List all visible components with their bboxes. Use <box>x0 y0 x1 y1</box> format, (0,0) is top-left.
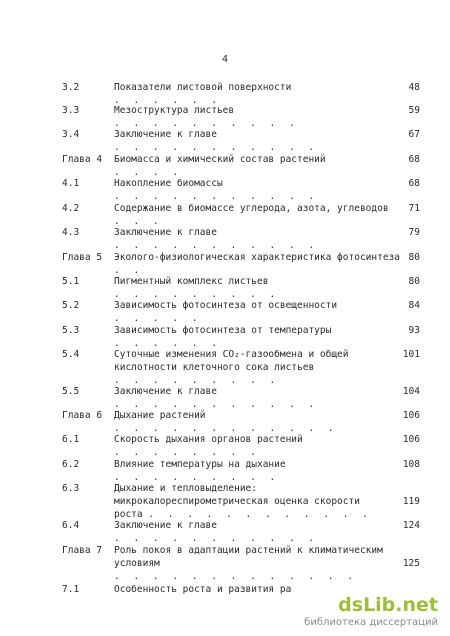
entry-title: Показатели листовой поверхности . . . . . . <box>114 82 292 106</box>
entry-title: Заключение к главе . . . . . . . . . . . <box>114 129 319 153</box>
entry-number: 7.1 <box>62 584 80 595</box>
leader-dots: . . . . . . . . . <box>114 289 280 300</box>
entry-title: Дыхание и тепловыделение: микрокалореспирометрическая оценка скорости роста . . . . . . . . . . . . <box>114 483 372 520</box>
chapter-number: Глава 4 <box>62 154 103 165</box>
entry-number: 3.3 <box>62 105 80 116</box>
leader-dots: . . . . . . . . . . . . . <box>114 571 357 582</box>
chapter-number: Глава 6 <box>62 410 103 421</box>
entry-page: 71 <box>408 203 420 214</box>
leader-dots: . . . . . . . . . . . <box>114 399 319 410</box>
chapter-title: Эколого-физиологическая характеристика фотосинтеза . . <box>114 252 400 276</box>
entry-number: 5.1 <box>62 276 80 287</box>
entry-page: 104 <box>402 386 420 397</box>
entry-number: 5.4 <box>62 349 80 360</box>
chapter-title: Дыхание растений . . . . . . . . . . . . <box>114 410 338 434</box>
entry-number: 5.2 <box>62 300 80 311</box>
entry-page: 59 <box>408 105 420 116</box>
entry-page: 108 <box>402 459 420 470</box>
entry-page: 124 <box>402 520 420 531</box>
entry-page: 48 <box>408 82 420 93</box>
entry-title: Мезоструктура листьев . . . . . . . . . . <box>114 105 299 129</box>
leader-dots: . . . . . . . . . . . <box>114 142 319 153</box>
entry-title: Пигментный комплекс листьев . . . . . . . . . <box>114 276 280 300</box>
entry-number: 4.1 <box>62 178 80 189</box>
leader-dots: . . . . . <box>114 313 202 324</box>
entry-title: Заключение к главе . . . . . . . . . . . <box>114 386 319 410</box>
entry-number: 4.3 <box>62 227 80 238</box>
leader-dots: . . . . . . <box>114 95 221 106</box>
leader-dots: . . . . . . . . . . . . <box>114 423 338 434</box>
leader-dots: . . . . . . . . . <box>114 375 280 386</box>
leader-dots: . . . . . . <box>114 338 221 349</box>
watermark-subtitle: библиотека диссертаций <box>304 617 438 628</box>
leader-dots: . . . . . . . . . . . <box>114 240 319 251</box>
entry-page: 119 <box>402 496 420 507</box>
entry-number: 4.2 <box>62 203 80 214</box>
leader-dots: . . . . . . . . . . . . <box>148 509 372 520</box>
chapter-title: Биомасса и химический состав растений . . . . <box>114 154 326 178</box>
entry-title: Зависимость фотосинтеза от температуры . . . . . . <box>114 325 332 349</box>
chapter-title: Роль покоя в адаптации растений к климатическим условиям . . . . . . . . . . . . . <box>114 545 383 582</box>
leader-dots: . . . . . . . . . . . <box>114 191 319 202</box>
entry-page: 125 <box>402 558 420 569</box>
leader-dots: . . . . <box>114 167 183 178</box>
leader-dots: . . . . . . . . . . . <box>114 533 319 544</box>
leader-dots: . . <box>114 265 144 276</box>
entry-number: 3.2 <box>62 82 80 93</box>
entry-title: Заключение к главе . . . . . . . . . . . <box>114 227 319 251</box>
entry-number: 5.5 <box>62 386 80 397</box>
watermark <box>288 594 438 630</box>
entry-number: 6.1 <box>62 434 80 445</box>
entry-page: 68 <box>408 178 420 189</box>
chapter-number: Глава 7 <box>62 545 103 556</box>
leader-dots: . . . <box>114 216 163 227</box>
entry-page: 106 <box>402 434 420 445</box>
entry-number: 3.4 <box>62 129 80 140</box>
entry-page: 80 <box>408 276 420 287</box>
entry-title: Накопление биомассы . . . . . . . . . . . <box>114 178 319 202</box>
entry-page: 101 <box>402 349 420 360</box>
entry-title: Заключение к главе . . . . . . . . . . . <box>114 520 319 544</box>
leader-dots: . . . . . . . . . . <box>114 118 299 129</box>
chapter-number: Глава 5 <box>62 252 103 263</box>
leader-dots: . . . . . . . . . <box>114 472 280 483</box>
entry-title: Зависимость фотосинтеза от освещенности . . . . . <box>114 300 338 324</box>
entry-page: 84 <box>408 300 420 311</box>
entry-number: 6.2 <box>62 459 80 470</box>
entry-number: 6.3 <box>62 483 80 494</box>
watermark-logo: dsLib.net <box>338 594 438 616</box>
entry-page: 67 <box>408 129 420 140</box>
page-number: 4 <box>222 54 229 65</box>
entry-page: 93 <box>408 325 420 336</box>
entry-title: Влияние температуры на дыхание . . . . . . . . . <box>114 459 286 483</box>
entry-title: Суточные изменения СО₂-газообмена и общей кислотности клеточного сока листьев . . . . . . . . . <box>114 349 349 386</box>
entry-page: 79 <box>408 227 420 238</box>
entry-title: Содержание в биомассе углерода, азота, углеводов . . . <box>114 203 389 227</box>
entry-page: 80 <box>408 252 420 263</box>
leader-dots: . . . . . . . . <box>114 447 260 458</box>
entry-title: Скорость дыхания органов растений . . . . . . . . <box>114 434 303 458</box>
entry-number: 5.3 <box>62 325 80 336</box>
entry-page: 106 <box>402 410 420 421</box>
entry-number: 6.4 <box>62 520 80 531</box>
entry-title: Особенность роста и развития ра <box>114 584 292 595</box>
entry-page: 68 <box>408 154 420 165</box>
